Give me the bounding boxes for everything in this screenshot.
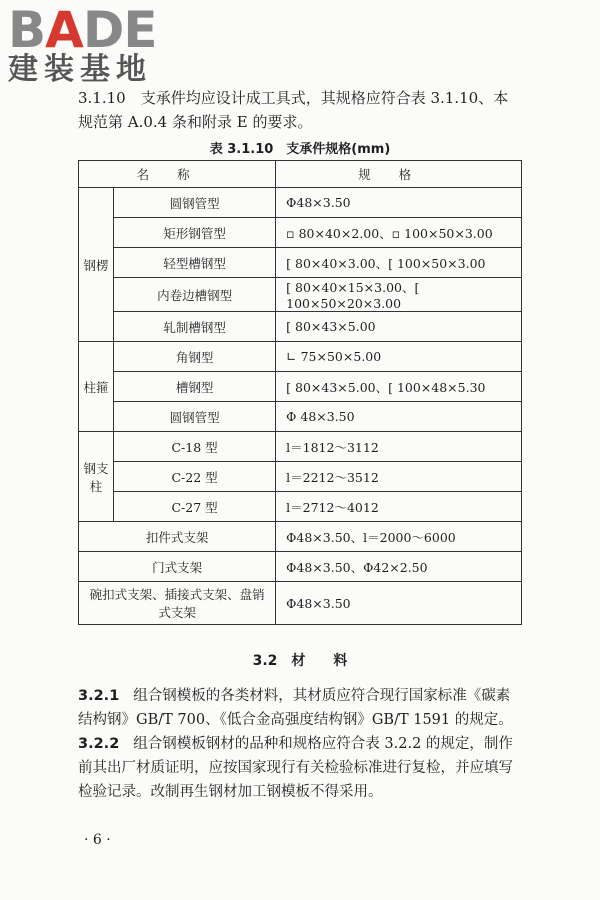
table-row <box>79 462 522 492</box>
table-row <box>79 248 522 278</box>
logo <box>8 2 178 86</box>
clause-3-1-10: 3.1.10 支承件均应设计成工具式，其规格应符合表 3.1.10、本规范第 A.0.4 条和附录 E 的要求。 <box>78 89 509 131</box>
row-spec: l＝2712～4012 <box>276 492 522 522</box>
table-header-row <box>79 161 522 188</box>
row-name: 槽钢型 <box>114 372 276 402</box>
row-spec: Φ48×3.50 <box>276 188 522 218</box>
header-name: 名称 <box>79 161 276 188</box>
row-spec: Φ 48×3.50 <box>276 402 522 432</box>
table-row <box>79 372 522 402</box>
row-name: 轻型槽钢型 <box>114 248 276 278</box>
group-zhugu: 柱箍 <box>79 342 114 432</box>
table-row <box>79 312 522 342</box>
group-gangzhizhu: 钢支柱 <box>79 432 114 522</box>
table-row <box>79 278 522 312</box>
table-row <box>79 492 522 522</box>
header-spec: 规格 <box>276 161 522 188</box>
row-name: C-18 型 <box>114 432 276 462</box>
row-name: 角钢型 <box>114 342 276 372</box>
row-spec: ▫ 80×40×2.00、▫ 100×50×3.00 <box>276 218 522 248</box>
table-row <box>79 402 522 432</box>
row-spec: ∟ 75×50×5.00 <box>276 342 522 372</box>
section-title: 3.2 材 料 <box>252 653 348 669</box>
row-spec: [ 80×40×3.00、[ 100×50×3.00 <box>276 248 522 278</box>
clause-number: 3.2.2 <box>78 736 120 752</box>
table-row <box>79 432 522 462</box>
table-row <box>79 218 522 248</box>
row-spec: [ 80×43×5.00、[ 100×48×5.30 <box>276 372 522 402</box>
support-spec-table <box>78 160 522 625</box>
clause-3-2-2 <box>78 732 522 804</box>
row-spec: [ 80×40×15×3.00、[ 100×50×20×3.00 <box>276 278 522 312</box>
row-name: 内卷边槽钢型 <box>114 278 276 312</box>
clause-text: 组合钢模板的各类材料，其材质应符合现行国家标准《碳素结构钢》GB/T 700、《低合金高强度结构钢》GB/T 1591 的规定。 <box>78 688 513 728</box>
table-row <box>79 522 522 552</box>
row-name: 轧制槽钢型 <box>114 312 276 342</box>
group-gangleng: 钢楞 <box>79 188 114 342</box>
row-spec: l＝2212～3512 <box>276 462 522 492</box>
logo-wordmark: BADE <box>8 1 157 59</box>
table-title: 表 3.1.10 支承件规格(mm) <box>209 142 391 157</box>
table-row <box>79 188 522 218</box>
row-name: 矩形钢管型 <box>114 218 276 248</box>
row-spec: [ 80×43×5.00 <box>276 312 522 342</box>
row-spec: l＝1812～3112 <box>276 432 522 462</box>
row-spec: Φ48×3.50、Φ42×2.50 <box>276 552 522 582</box>
page-number: · 6 · <box>84 832 111 848</box>
row-name: 圆钢管型 <box>114 188 276 218</box>
table-row <box>79 342 522 372</box>
table-row <box>79 552 522 582</box>
clause-text: 组合钢模板钢材的品种和规格应符合表 3.2.2 的规定，制作前其出厂材质证明，应按国家现行有关检验标准进行复检，并应填写检验记录。改制再生钢材加工钢模板不得采用。 <box>78 736 513 800</box>
row-name: C-27 型 <box>114 492 276 522</box>
logo-subtitle: 建装基地 <box>8 52 152 87</box>
row-name: 圆钢管型 <box>114 402 276 432</box>
row-name: 碗扣式支架、插接式支架、盘销式支架 <box>79 582 276 625</box>
row-name: C-22 型 <box>114 462 276 492</box>
clause-3-2-1 <box>78 684 522 732</box>
row-name: 门式支架 <box>79 552 276 582</box>
table-row <box>79 582 522 625</box>
row-spec: Φ48×3.50、l＝2000～6000 <box>276 522 522 552</box>
clause-number: 3.2.1 <box>78 688 120 704</box>
row-name: 扣件式支架 <box>79 522 276 552</box>
row-spec: Φ48×3.50 <box>276 582 522 625</box>
